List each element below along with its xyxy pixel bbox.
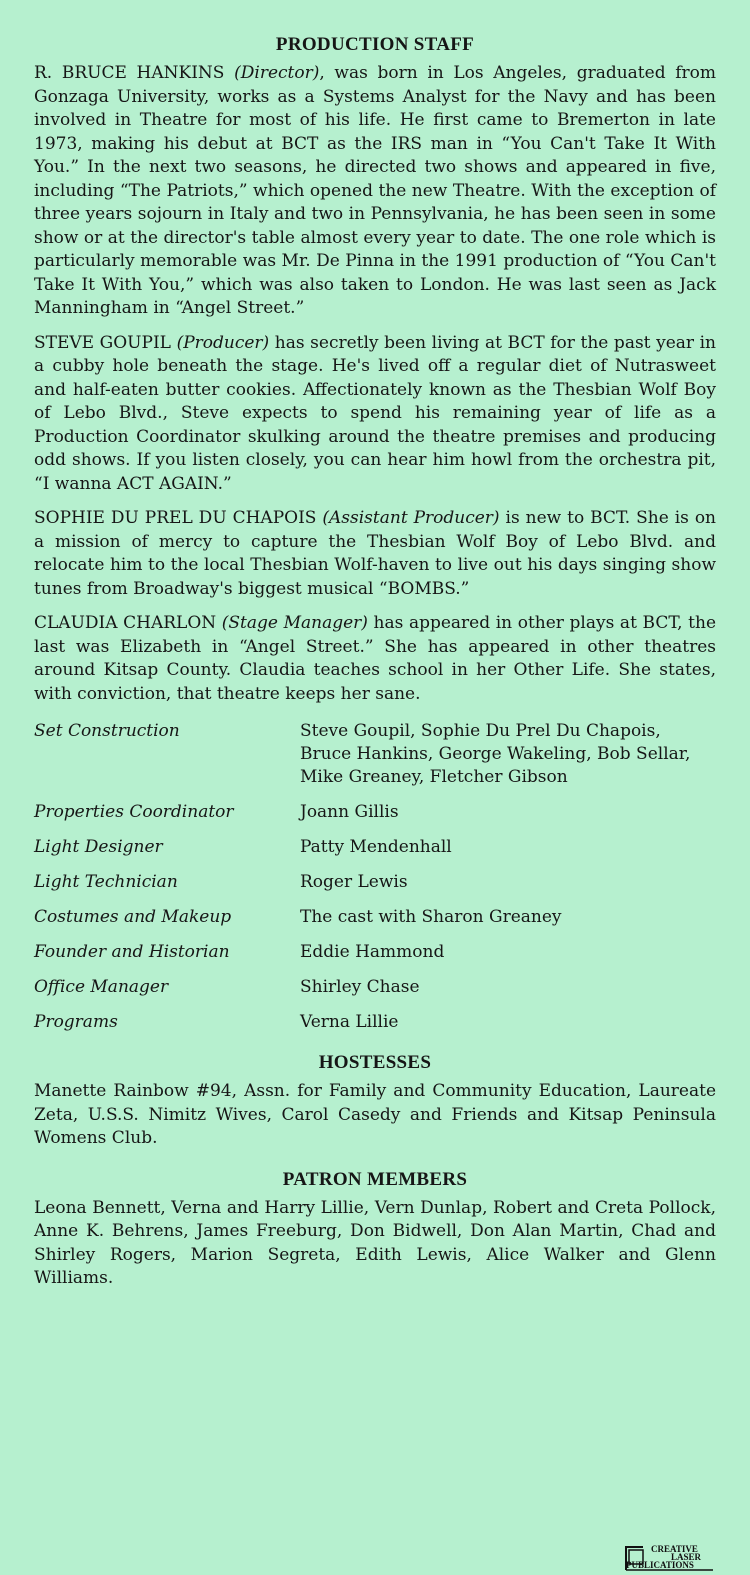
credits-list <box>34 720 716 1034</box>
bio-name: STEVE GOUPIL <box>34 332 171 353</box>
logo-line-3: PUBLICATIONS <box>626 1560 694 1570</box>
credit-names: Patty Mendenhall <box>300 837 452 857</box>
bio-role: (Producer) <box>176 332 270 353</box>
patrons-heading: PATRON MEMBERS <box>282 1168 468 1190</box>
bio-producer <box>34 332 716 497</box>
credit-row <box>34 906 716 929</box>
credit-role: Costumes and Makeup <box>34 907 232 927</box>
bio-stage-manager <box>34 612 716 706</box>
program-page <box>34 34 716 1291</box>
hostesses-text: Manette Rainbow #94, Assn. for Family and Community Education, Laureate Zeta, U.S.S. Nimitz Wives, Carol Casedy and Friends and Kitsap Peninsula Womens Club. <box>34 1081 716 1148</box>
credit-role: Light Designer <box>34 837 163 857</box>
credit-names: Shirley Chase <box>300 977 420 997</box>
credit-role: Office Manager <box>34 977 169 997</box>
credit-role: Properties Coordinator <box>34 802 234 822</box>
bio-director <box>34 62 716 321</box>
credit-row <box>34 871 716 894</box>
bio-role: (Director) <box>234 63 320 83</box>
bio-name: R. BRUCE HANKINS <box>34 63 225 83</box>
production-staff-heading: PRODUCTION STAFF <box>275 34 475 55</box>
credit-role: Light Technician <box>34 872 178 892</box>
credit-names: Verna Lillie <box>300 1012 399 1032</box>
credit-row <box>34 941 716 964</box>
credit-row <box>34 976 716 999</box>
credit-role: Founder and Historian <box>34 942 230 962</box>
hostesses-section <box>34 1052 716 1151</box>
credit-row <box>34 720 716 789</box>
bio-role: (Stage Manager) <box>221 613 368 633</box>
credit-row <box>34 1011 716 1034</box>
publisher-logo-mark <box>625 1543 715 1571</box>
bio-name: CLAUDIA CHARLON <box>34 613 217 633</box>
publisher-logo <box>625 1543 715 1571</box>
bio-text: is new to BCT. She is on a mission of mercy to capture the Thesbian Wolf Boy of Lebo Blvd. and relocate him to the local Thesbian Wolf-haven to live out his days singing show tunes from Broadway's biggest musical “BOMBS.” <box>34 508 717 599</box>
credit-row <box>34 801 716 824</box>
credit-role: Set Construction <box>34 721 180 741</box>
bio-text: has appeared in other plays at BCT, the last was Elizabeth in “Angel Street.” She has appeared in other theatres around Kitsap County. Claudia teaches school in her Other Life. She states, with conviction, that theatre keeps her sane. <box>34 613 717 704</box>
patrons-text: Leona Bennett, Verna and Harry Lillie, Vern Dunlap, Robert and Creta Pollock, Anne K. Behrens, James Freeburg, Don Bidwell, Don Alan Martin, Chad and Shirley Rogers, Marion Segreta, Edith Lewis, Alice Walker and Glenn Williams. <box>34 1197 716 1288</box>
credit-names: Joann Gillis <box>300 802 399 822</box>
logo-line-1: CREATIVE <box>651 1544 698 1554</box>
bio-text: has secretly been living at BCT for the past year in a cubby hole beneath the stage. He's lived off a regular diet of Nutrasweet and half-eaten butter cookies. Affectionately known as the Thesbian Wolf Boy of Lebo Blvd., Steve expects to spend his remaining year of life as a Production Coordinator skulking around the theatre premises and producing odd shows. If you listen closely, you can hear him howl from the orchestra pit, “I wanna ACT AGAIN.” <box>34 332 716 494</box>
credit-names: Steve Goupil, Sophie Du Prel Du Chapois, Bruce Hankins, George Wakeling, Bob Sellar, Mike Greaney, Fletcher Gibson <box>300 721 691 787</box>
bio-role: (Assistant Producer) <box>322 508 500 528</box>
credit-row <box>34 836 716 859</box>
logo-line-2: LASER <box>671 1552 702 1562</box>
bio-assistant-producer <box>34 507 716 601</box>
bio-text: , was born in Los Angeles, graduated from Gonzaga University, works as a Systems Analyst for the Navy and has been involved in Theatre for most of his life. He first came to Bremerton in late 1973, making his debut at BCT as the IRS man in “You Can't Take It With You.” In the next two seasons, he directed two shows and appeared in five, including “The Patriots,” which opened the new Theatre. With the exception of three years sojourn in Italy and two in Pennsylvania, he has been seen in some show or at the director's table almost every year to date. The one role which is particularly memorable was Mr. De Pinna in the 1991 production of “You Can't Take It With You,” which was also taken to London. He was last seen as Jack Manningham in “Angel Street.” <box>34 63 717 318</box>
credit-names: Eddie Hammond <box>300 942 445 962</box>
credit-names: Roger Lewis <box>300 872 408 892</box>
patrons-section <box>34 1169 716 1291</box>
bio-name: SOPHIE DU PREL DU CHAPOIS <box>34 508 317 528</box>
credit-names: The cast with Sharon Greaney <box>300 907 562 927</box>
hostesses-heading: HOSTESSES <box>318 1052 432 1073</box>
credit-role: Programs <box>34 1012 118 1032</box>
